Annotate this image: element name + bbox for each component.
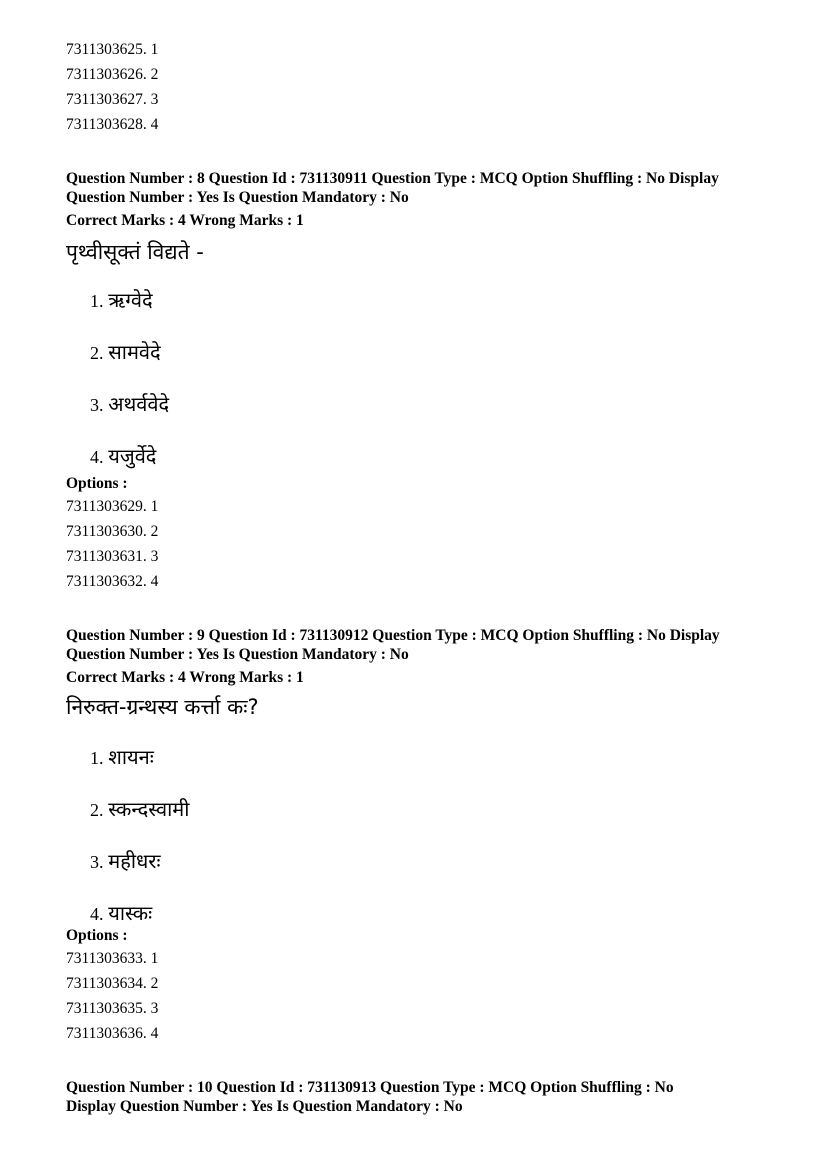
choice-text: शायनः [108, 745, 154, 769]
option-id-line: 7311303632. 4 [66, 573, 159, 590]
choice-text: महीधरः [108, 849, 161, 873]
question-8-header-cont: Question Number : Yes Is Question Mandatory : No [66, 189, 409, 206]
choice-number: 2. [90, 343, 104, 363]
question-8-header: Question Number : 8 Question Id : 731130911 Question Type : MCQ Option Shuffling : No Display [66, 170, 719, 187]
question-9-choice-4 [90, 899, 152, 929]
choice-number: 2. [90, 800, 104, 820]
question-9-options-label: Options : [66, 927, 128, 944]
question-8-marks: Correct Marks : 4 Wrong Marks : 1 [66, 212, 304, 229]
question-9-marks: Correct Marks : 4 Wrong Marks : 1 [66, 669, 304, 686]
question-10-header: Question Number : 10 Question Id : 731130913 Question Type : MCQ Option Shuffling : No [66, 1079, 674, 1096]
question-9-header-cont: Question Number : Yes Is Question Mandatory : No [66, 646, 409, 663]
question-8-choice-4 [90, 442, 156, 472]
choice-text: स्कन्दस्वामी [108, 797, 190, 821]
question-9-text: निरुक्त-ग्रन्थस्य कर्त्ता कः? [66, 695, 259, 719]
question-8-choice-2 [90, 338, 161, 368]
choice-number: 3. [90, 852, 104, 872]
option-id-line: 7311303626. 2 [66, 66, 159, 83]
question-9-choice-1 [90, 743, 154, 773]
option-id-line: 7311303629. 1 [66, 498, 159, 515]
option-id-line: 7311303630. 2 [66, 523, 159, 540]
option-id-line: 7311303635. 3 [66, 1000, 159, 1017]
option-id-line: 7311303625. 1 [66, 41, 159, 58]
option-id-line: 7311303627. 3 [66, 91, 159, 108]
question-9-header: Question Number : 9 Question Id : 731130912 Question Type : MCQ Option Shuffling : No Display [66, 627, 720, 644]
choice-text: अथर्ववेदे [108, 392, 170, 416]
question-8-text: पृथ्वीसूक्तं विद्यते - [66, 240, 204, 264]
choice-text: ऋग्वेदे [108, 288, 153, 312]
option-id-line: 7311303631. 3 [66, 548, 159, 565]
choice-number: 4. [90, 904, 104, 924]
choice-text: यास्कः [108, 901, 153, 925]
choice-number: 1. [90, 748, 104, 768]
question-8-choice-1 [90, 286, 153, 316]
choice-text: सामवेदे [108, 340, 161, 364]
choice-number: 1. [90, 291, 104, 311]
option-id-line: 7311303633. 1 [66, 950, 159, 967]
choice-number: 4. [90, 447, 104, 467]
choice-number: 3. [90, 395, 104, 415]
question-8-options-label: Options : [66, 475, 128, 492]
question-9-choice-3 [90, 847, 161, 877]
question-9-choice-2 [90, 795, 189, 825]
question-10-header-cont: Display Question Number : Yes Is Question Mandatory : No [66, 1098, 463, 1115]
option-id-line: 7311303628. 4 [66, 116, 159, 133]
option-id-line: 7311303636. 4 [66, 1025, 159, 1042]
option-id-line: 7311303634. 2 [66, 975, 159, 992]
question-8-choice-3 [90, 390, 169, 420]
choice-text: यजुर्वेदे [108, 444, 157, 468]
